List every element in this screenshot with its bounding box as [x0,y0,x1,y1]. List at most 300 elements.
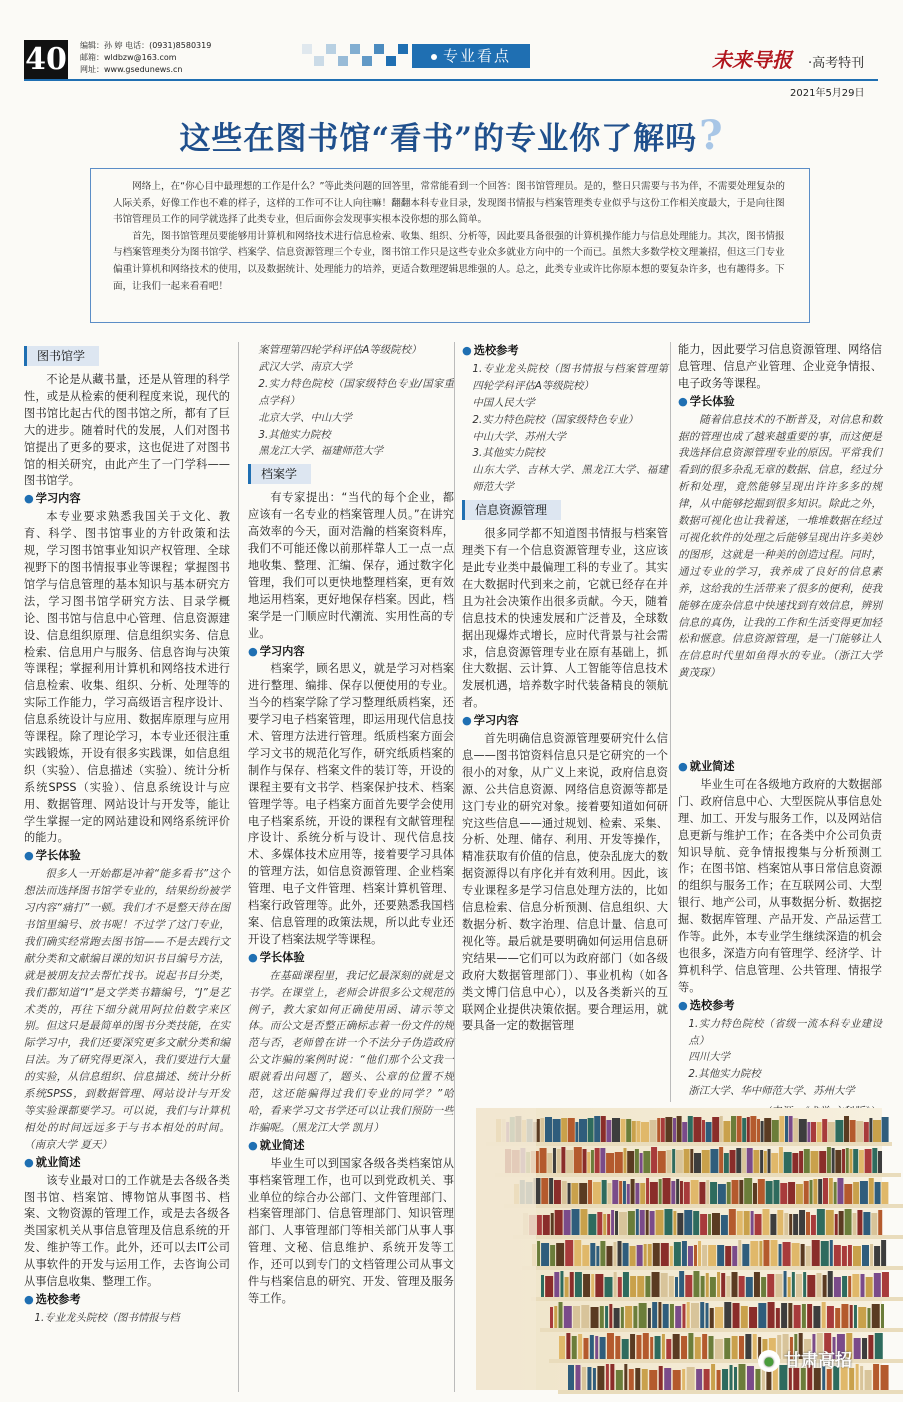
book-spine [685,1275,692,1297]
book-spine [807,1122,810,1142]
book-spine [687,1367,695,1390]
book-spine [793,1118,798,1142]
title-text: 这些在图书馆“看书”的专业你了解吗 [179,121,698,157]
book-spine [687,1302,690,1328]
book-spine [853,1149,858,1173]
book-spine [633,1306,637,1328]
book-spine [819,1151,826,1173]
book-spine [738,1240,741,1266]
book-spine [597,1366,604,1390]
book-spine [623,1243,629,1266]
book-spine [688,1246,693,1266]
book-spine [762,1209,769,1235]
book-spine [822,1119,827,1142]
question-mark-icon: ? [699,112,724,159]
book-spine [595,1336,598,1359]
book-spine [861,1274,865,1297]
book-spine [595,1148,600,1173]
book-spine [799,1151,803,1173]
book-spine [724,1338,730,1359]
book-spine [621,1119,626,1142]
book-spine [768,1149,771,1173]
book-spine [710,1308,714,1328]
book-spine [784,1152,792,1173]
book-spine [659,1366,663,1390]
book-spine [673,1118,676,1142]
book-spine [821,1241,829,1266]
book-spine [623,1148,626,1173]
book-spine [612,1180,618,1204]
book-spine [588,1214,596,1235]
book-spine [693,1211,699,1235]
book-spine [867,1308,870,1328]
column-info-resources-cont [678,342,882,752]
book-spine [874,1273,881,1297]
book-spine [630,1276,636,1297]
book-spine [834,1245,841,1266]
book-spine [864,1122,869,1142]
shelf-end-panel [476,1108,536,1390]
book-spine [640,1210,645,1235]
book-spine [691,1180,699,1204]
book-spine [710,1149,718,1173]
book-spine [636,1121,640,1142]
book-spine [784,1271,787,1297]
wechat-icon: ● [758,1350,780,1372]
column-divider [454,342,455,1392]
book-spine [860,1366,863,1390]
ref-item: 中山大学、苏州大学 [472,430,566,443]
book-spine [811,1151,819,1173]
book-spine [844,1116,849,1142]
book-spine [564,1306,572,1328]
book-spine [732,1180,739,1204]
book-spine [755,1214,762,1235]
book-spine [693,1117,701,1142]
book-spine [646,1210,649,1235]
book-spine [780,1183,787,1204]
book-spine [605,1306,608,1328]
book-spine [557,1149,561,1173]
book-spine [648,1244,652,1266]
ref-item: 中国人民大学 [472,396,535,409]
book-spine [551,1213,554,1235]
book-spine [623,1181,626,1204]
book-spine [559,1336,565,1359]
book-spine [766,1369,771,1390]
book-spine [670,1246,673,1266]
book-spine [738,1364,745,1390]
book-spine [695,1337,701,1359]
book-spine [704,1369,710,1390]
info-ref-list [678,1016,882,1101]
book-spine [775,1274,782,1297]
book-spine [872,1304,880,1328]
book-spine [560,1271,563,1297]
book-spine [779,1147,783,1173]
book-spine [829,1178,833,1204]
book-spine [673,1211,676,1235]
book-spine [587,1367,591,1390]
book-spine [796,1274,802,1297]
book-spine [793,1214,798,1235]
book-spine [706,1122,712,1142]
book-spine [759,1241,762,1266]
library-job: 该专业最对口的工作就是去各级各类图书馆、档案馆、博物馆从事图书、档案、文物资源的管理工作，或是去各级各类国家机关从事信息管理及信息系统的开发、维护等工作。此外，还可以去IT公司从事软件的开发与运用工作，去咨询公司从事信息收集、整理工作。 [24,1173,230,1289]
book-spine [591,1307,599,1328]
book-spine [712,1117,719,1142]
info-exp-head: ● 学长体验 [678,394,882,411]
book-spine [553,1119,561,1142]
book-spine [595,1274,603,1297]
book-spine [547,1153,552,1173]
book-spine [812,1240,820,1266]
column-divider [238,342,239,1392]
book-spine [652,1302,657,1328]
book-spine [644,1244,647,1266]
book-spine [853,1246,861,1266]
book-spine [783,1242,791,1266]
library-ref-list [248,342,454,460]
book-spine [637,1276,644,1297]
book-spine [679,1271,684,1297]
book-spine [801,1244,805,1266]
section-tab [412,44,530,68]
book-spine [602,1180,607,1204]
book-spine [543,1215,550,1235]
book-spine [854,1305,857,1328]
book-spine [818,1179,822,1204]
book-spine [566,1150,573,1173]
book-spine [792,1153,798,1173]
book-spine [648,1308,651,1328]
book-spine [865,1370,872,1390]
book-spine [710,1182,717,1204]
book-spine [688,1333,693,1359]
book-spine [806,1246,811,1266]
book-spine [881,1182,888,1204]
book-spine [618,1241,622,1266]
book-spine [682,1369,685,1390]
book-spine [623,1272,629,1297]
book-spine [810,1180,813,1204]
book-spine [652,1272,660,1297]
book-spine [554,1272,559,1297]
book-spine [753,1150,759,1173]
book-spine [573,1306,580,1328]
book-spine [568,1365,574,1390]
book-spine [540,1148,547,1173]
ref-item: 黑龙江大学、福建师范大学 [258,445,384,458]
book-spine [835,1308,840,1328]
book-spine [711,1364,715,1390]
book-spine [545,1276,553,1297]
book-spine [583,1149,587,1173]
book-spine [761,1277,766,1297]
book-spine [842,1246,847,1266]
book-spine [675,1277,678,1297]
ref-item: 2.实力特色院校（国家级特色专业/国家重点学科） [258,377,454,407]
book-spine [736,1148,741,1173]
book-spine [651,1147,657,1173]
book-spine [794,1305,801,1328]
book-spine [869,1118,872,1142]
book-spine [591,1274,594,1297]
book-spine [854,1338,861,1359]
book-spine [764,1151,767,1173]
intro-paragraph-1: 网络上，在“你心目中最理想的工作是什么？”等此类问题的回答里，常常能看到一个回答：图书馆管理员。是的，整日只需要与书为伴，不需要处理复杂的人际关系，好像工作也不难的样子，这样的工作可不让人向往嘛！翻翻本科专业目录，发现图书情报与档案管理类专业似乎与这份工作相关度最大，于是向往图书馆管理员工作的同学就选择了此类专业，但后面你会发现事实根本没你想的那么简单。 [113,181,785,226]
book-spine [804,1181,809,1204]
book-spine [636,1335,641,1359]
book-spine [760,1150,763,1173]
book-spine [849,1149,852,1173]
book-spine [842,1149,845,1173]
book-spine [662,1334,665,1359]
book-spine [731,1116,736,1142]
book-spine [742,1148,746,1173]
book-spine [742,1118,746,1142]
book-spine [737,1211,743,1235]
book-spine [706,1273,709,1297]
book-spine [872,1148,877,1173]
book-spine [587,1152,590,1173]
book-spine [574,1240,581,1266]
ref-item: 山东大学、吉林大学、黑龙江大学、福建师范大学 [472,464,668,494]
book-spine [665,1117,672,1142]
decorative-mosaic [300,44,410,68]
book-spine [853,1182,859,1204]
book-spine [823,1275,827,1297]
ref-item: 四川大学 [688,1051,730,1064]
book-spine [700,1214,707,1235]
section-head-info-resources: 信息资源管理 [462,500,561,520]
book-spine [578,1334,582,1359]
book-spine [575,1122,578,1142]
book-spine [723,1121,730,1142]
book-spine [684,1149,690,1173]
book-spine [848,1245,852,1266]
book-spine [717,1272,720,1297]
book-spine [664,1209,672,1235]
book-spine [852,1274,859,1297]
ref-item: 2.其他实力院校 [688,1068,761,1081]
book-spine [541,1275,544,1297]
book-spine [789,1116,793,1142]
book-spine [773,1180,779,1204]
book-spine [881,1304,884,1328]
book-spine [857,1210,862,1235]
brand-logo: 未来导报 [712,48,792,72]
book-spine [763,1240,769,1266]
book-spine [610,1364,614,1390]
book-spine [621,1307,624,1328]
section-head-archives: 档案学 [248,464,311,484]
book-spine [702,1245,707,1266]
book-spine [640,1183,645,1204]
book-spine [616,1370,623,1390]
intro-paragraph-2: 首先，图书馆管理员要能够用计算机和网络技术进行信息检索、收集、组织、分析等，因此要具备很强的计算机操作能力与信息处理能力。其次，图书情报与档案管理类分为图书馆学、档案学、信息资源管理三个专业，图书馆工作只是这些专业众多就业方向中的一个而已。虽然大多数学校文理兼招，但这三门专业偏重计算机和网络技术的使用，以及数据统计、处理能力的培养，更适合数理逻辑思维强的人。总之，此类专业或许比你原本想的要复杂许多，也有趣得多。下面，让我们一起来看看吧！ [113,230,785,292]
book-spine [718,1184,726,1204]
book-spine [684,1182,690,1204]
book-spine [675,1306,681,1328]
book-spine [694,1245,697,1266]
book-spine [792,1272,795,1297]
book-spine [708,1245,716,1266]
book-spine [643,1151,650,1173]
book-spine [571,1183,578,1204]
library-ref-head: ● 选校参考 [24,1292,230,1309]
book-spine [828,1122,835,1142]
book-spine [837,1178,843,1204]
book-spine [784,1213,788,1235]
book-spine [658,1151,666,1173]
book-spine [709,1336,714,1359]
book-spine [630,1334,635,1359]
issue-date: 2021年5月29日 [790,88,865,99]
header-divider [24,79,878,81]
shelf-board [531,1297,903,1301]
book-spine [640,1153,643,1173]
column-divider [670,342,671,1102]
book-spine [881,1365,889,1390]
book-spine [875,1333,883,1359]
book-spine [568,1118,575,1142]
book-spine [770,1214,776,1235]
info-experience: 随着信息技术的不断普及，对信息和数据的管理也成了越来越重要的事，而这便是我选择信息资源管理专业的原因。平常我们看到的很多杂乱无章的数据、信息，经过分析和处理，竟然能够呈现出许许多多的规律，从中能够挖掘到很多知识。除此之外，数据可视化也让我着迷，一堆堆数据在经过可视化软件的处理之后能够呈现出许多美妙的图形，这就是一种美的创造过程。同时，通过专业的学习，我养成了良好的信息素养，这给我的生活带来了很多的便利，使我能够在庞杂信息中快速找到有效信息，辨别信息的真伪，让我的工作和生活变得更加轻松和惬意。信息资源管理，是一门能够让人在信息时代里如鱼得水的专业。（浙江大学 黄茂琛） [678,413,882,680]
book-spine [766,1181,773,1204]
ref-item: 3.其他实力院校 [472,447,545,460]
book-spine [642,1369,648,1390]
book-spine [741,1306,748,1328]
book-spine [600,1148,605,1173]
book-spine [882,1117,889,1142]
book-spine [555,1210,563,1235]
book-spine [724,1302,731,1328]
book-spine [721,1215,728,1235]
book-spine [750,1116,756,1142]
book-spine [650,1182,658,1204]
book-spine [757,1119,760,1142]
archives-ref-head: ● 选校参考 [462,343,668,360]
page-number: 40 [24,40,68,80]
book-spine [600,1241,605,1266]
email-line: 邮箱：wldbzw@163.com [80,53,177,62]
book-spine [719,1147,723,1173]
section-tab-label: 专业看点 [442,47,511,65]
book-spine [850,1120,856,1142]
book-spine [785,1116,788,1142]
book-spine [789,1214,792,1235]
book-spine [673,1334,680,1359]
book-spine [859,1150,864,1173]
archives-ref-list [462,361,668,496]
book-spine [649,1370,657,1390]
book-spine [615,1152,623,1173]
ref-item: 武汉大学、南京大学 [258,360,352,373]
book-spine [579,1119,587,1142]
book-spine [641,1122,649,1142]
book-spine [706,1180,709,1204]
tab-dot-icon [431,54,437,60]
book-spine [701,1276,705,1297]
book-spine [732,1272,738,1297]
book-spine [574,1147,582,1173]
book-spine [811,1122,816,1142]
book-spine [715,1307,723,1328]
book-spine [583,1338,588,1359]
book-spine [614,1272,617,1297]
book-spine [681,1336,687,1359]
book-spine [827,1306,834,1328]
book-spine [581,1305,589,1328]
ref-item: 2.实力特色院校（国家级特色专业） [472,413,639,426]
book-spine [870,1244,873,1266]
book-spine [588,1118,594,1142]
book-spine [661,1118,665,1142]
book-spine [721,1273,725,1297]
book-spine [603,1214,606,1235]
book-spine [772,1120,779,1142]
ref-item: 1.专业龙头院校（图书情报与档案管理第四轮学科评估A等级院校） [472,362,668,392]
book-spine [806,1212,810,1235]
book-spine [636,1209,639,1235]
book-spine [792,1243,800,1266]
book-spine [607,1333,614,1359]
book-spine [863,1212,870,1235]
book-spine [866,1277,873,1297]
book-spine [875,1182,881,1204]
book-spine [562,1181,567,1204]
book-spine [597,1212,602,1235]
book-spine [835,1150,841,1173]
book-spine [710,1277,716,1297]
book-spine [565,1277,569,1297]
book-spine [873,1364,879,1390]
book-spine [643,1333,649,1359]
book-spine [746,1277,753,1297]
book-spine [868,1335,873,1359]
book-spine [747,1148,753,1173]
book-spine [853,1213,857,1235]
book-spine [726,1276,730,1297]
book-spine [869,1178,874,1204]
book-spine [537,1241,540,1266]
ref-item: 1.实力特色院校（省级一流本科专业建设点） [688,1017,882,1047]
book-spine [591,1150,594,1173]
book-spine [622,1339,629,1359]
book-spine [669,1276,674,1297]
book-spine [625,1306,632,1328]
book-spine [614,1308,620,1328]
book-spine [753,1334,757,1359]
book-spine [706,1303,709,1328]
book-spine [657,1118,660,1142]
book-spine [583,1274,590,1297]
editor-info [80,40,211,76]
book-spine [750,1241,758,1266]
book-spine [733,1303,740,1328]
book-spine [650,1120,657,1142]
brand-subtitle: ·高考特刊 [808,56,865,71]
book-spine [630,1246,636,1266]
book-spine [744,1178,752,1204]
book-spine [666,1150,671,1173]
book-spine [754,1272,760,1297]
book-spine [575,1365,580,1390]
book-spine [645,1276,650,1297]
book-spine [572,1209,580,1235]
book-spine [624,1364,627,1390]
